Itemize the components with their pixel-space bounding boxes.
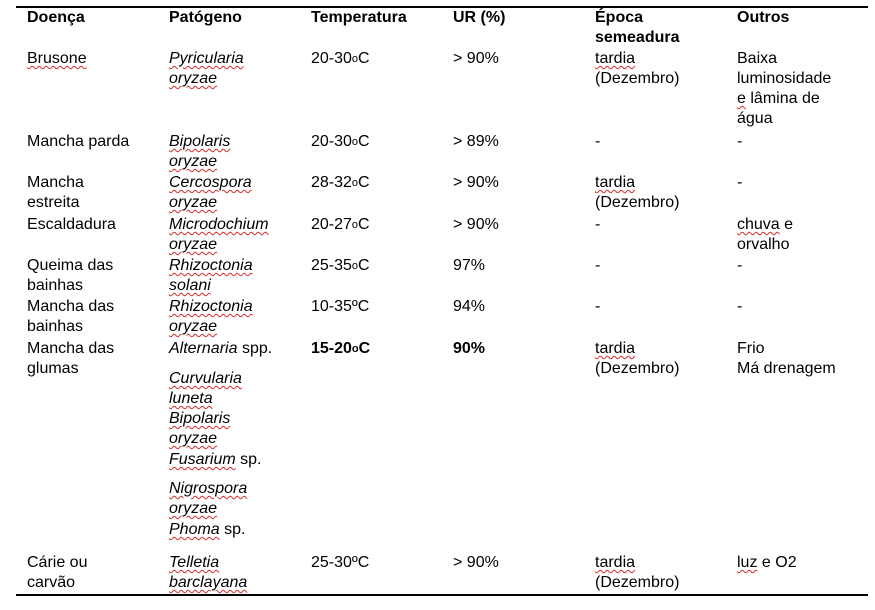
row7-temperatura: 15-20oC	[311, 340, 371, 357]
row2-patogeno: Bipolaris oryzae	[169, 133, 231, 170]
header-ur: UR (%)	[453, 9, 506, 26]
row2-ur: > 89%	[453, 133, 499, 150]
row6-doenca: Mancha das bainhas	[27, 298, 115, 335]
row5-patogeno: Rhizoctonia solani	[169, 257, 253, 294]
row5-temperatura: 25-35oC	[311, 257, 370, 274]
row7-outros: Frio Má drenagem	[737, 340, 836, 377]
row8-epoca: tardia (Dezembro)	[595, 554, 680, 591]
row7-spacer-2	[169, 470, 272, 479]
row8-temperatura: 25-30ºC	[311, 554, 370, 571]
row2-temperatura: 20-30oC	[311, 133, 370, 150]
row6-outros: -	[737, 298, 743, 315]
row2-outros: -	[737, 133, 743, 150]
row2-doenca: Mancha parda	[27, 133, 130, 150]
header-epoca-line2: semeadura	[595, 29, 680, 46]
row1-outros: Baixa luminosidade e lâmina de água	[737, 50, 832, 127]
row6-temperatura: 10-35ºC	[311, 298, 370, 315]
table-bottom-rule	[16, 594, 868, 596]
row5-doenca: Queima das bainhas	[27, 257, 114, 294]
row6-patogeno: Rhizoctonia oryzae	[169, 298, 253, 335]
row7-epoca: tardia (Dezembro)	[595, 340, 680, 377]
row7-doenca: Mancha das glumas	[27, 340, 115, 377]
header-outros: Outros	[737, 9, 790, 26]
row5-outros: -	[737, 257, 743, 274]
row5-ur: 97%	[453, 257, 486, 274]
row8-patogeno: Telletia barclayana	[169, 554, 248, 591]
row4-ur: > 90%	[453, 216, 499, 233]
row3-epoca: tardia (Dezembro)	[595, 174, 680, 211]
row4-doenca: Escaldadura	[27, 216, 116, 233]
header-epoca	[595, 8, 680, 48]
row8-outros: luz e O2	[737, 554, 797, 571]
row8-doenca: Cárie ou carvão	[27, 554, 88, 591]
header-temperatura: Temperatura	[311, 9, 407, 26]
header-doenca: Doença	[27, 9, 85, 26]
row4-patogeno: Microdochium oryzae	[169, 216, 269, 253]
row1-ur: > 90%	[453, 50, 499, 67]
row7-spacer-1	[169, 359, 272, 369]
row1-temperatura: 20-30oC	[311, 50, 370, 67]
row7-patogeno: Alternaria spp. Curvularia luneta Bipolaris oryzae Fusarium sp. Nigrospora oryzae Phoma sp.	[169, 340, 273, 538]
header-patogeno: Patógeno	[169, 9, 242, 26]
row4-temperatura: 20-27oC	[311, 216, 370, 233]
row5-epoca: -	[595, 257, 601, 274]
header-epoca-line1: Época	[595, 9, 644, 26]
row3-temperatura: 28-32oC	[311, 174, 370, 191]
row6-epoca: -	[595, 298, 601, 315]
row7-ur: 90%	[453, 340, 486, 357]
row3-doenca: Mancha estreita	[27, 174, 84, 211]
row3-outros: -	[737, 174, 743, 191]
row6-ur: 94%	[453, 298, 486, 315]
row1-epoca: tardia (Dezembro)	[595, 50, 680, 87]
row3-patogeno: Cercospora oryzae	[169, 174, 252, 211]
row4-outros: chuva e orvalho	[737, 216, 794, 253]
row8-ur: > 90%	[453, 554, 499, 571]
row2-epoca: -	[595, 133, 601, 150]
row4-epoca: -	[595, 216, 601, 233]
row3-ur: > 90%	[453, 174, 499, 191]
row1-patogeno: Pyricularia oryzae	[169, 50, 244, 87]
row1-doenca: Brusone	[27, 50, 87, 67]
